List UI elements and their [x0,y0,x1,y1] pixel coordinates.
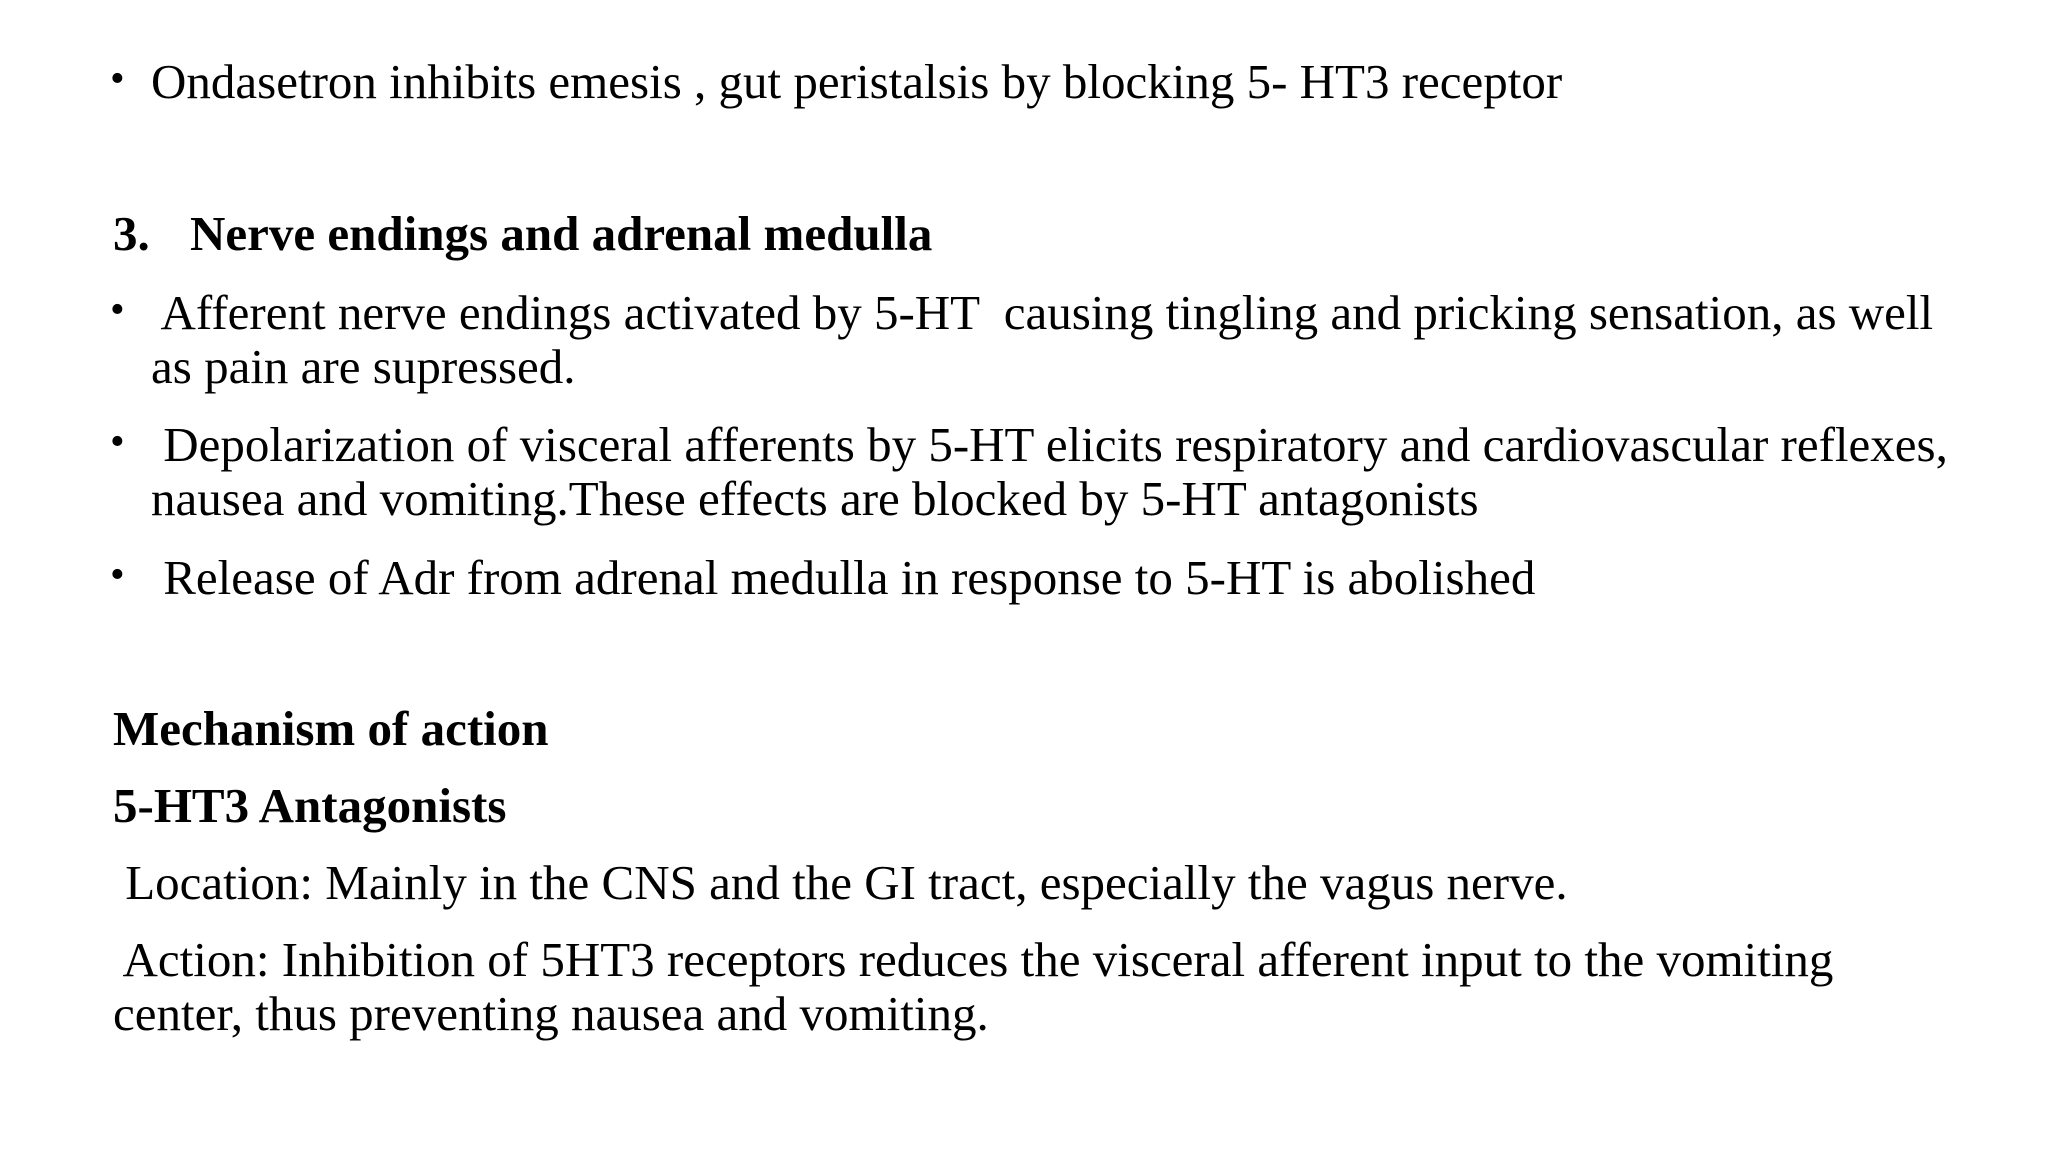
action-text-line1: Action: Inhibition of 5HT3 receptors reduces the visceral afferent input to the vomiting [113,932,1834,987]
section-heading: Nerve endings and adrenal medulla [190,206,933,261]
bullet-afferent-line2: as pain are supressed. [151,339,576,394]
bullet-icon: • [110,287,125,333]
bullet-depolarization-line1: Depolarization of visceral afferents by 5-HT elicits respiratory and cardiovascular reflexes, [151,417,1948,472]
bullet-icon: • [110,419,125,465]
bullet-release-adr: Release of Adr from adrenal medulla in response to 5-HT is abolished [151,550,1536,605]
bullet-afferent-line1: Afferent nerve endings activated by 5-HT causing tingling and pricking sensation, as well [151,285,1934,340]
action-text-line2: center, thus preventing nausea and vomiting. [113,986,989,1041]
mechanism-heading: Mechanism of action [113,701,549,756]
antagonists-subheading: 5-HT3 Antagonists [113,778,507,833]
bullet-ondasetron: Ondasetron inhibits emesis , gut peristalsis by blocking 5- HT3 receptor [151,54,1563,109]
bullet-depolarization-line2: nausea and vomiting.These effects are blocked by 5-HT antagonists [151,471,1479,526]
bullet-icon: • [110,552,125,598]
bullet-icon: • [110,56,125,102]
section-number: 3. [113,206,150,261]
location-text: Location: Mainly in the CNS and the GI tract, especially the vagus nerve. [113,855,1568,910]
